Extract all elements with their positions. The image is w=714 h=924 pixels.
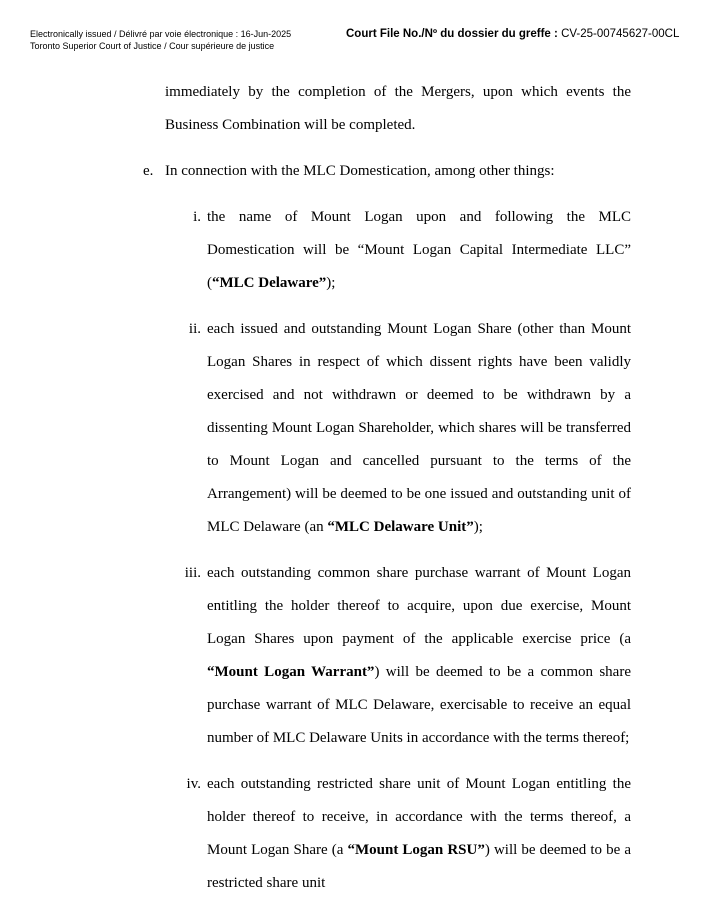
text-run: ); (326, 275, 336, 291)
list-item-e (0, 155, 631, 188)
list-item-text (207, 313, 631, 544)
text-run-bold-defined-term: “Mount Logan RSU” (347, 842, 485, 858)
issued-stamp (30, 29, 291, 52)
text-run: In connection with the MLC Domestication, among other things: (165, 163, 555, 179)
text-run: immediately by the completion of the Mergers, upon which events the Business Combination will be completed. (165, 84, 631, 133)
list-marker: iii. (184, 565, 201, 581)
text-run: ) will be deemed to be a restricted share unit (207, 842, 631, 891)
list-item-text (165, 155, 631, 188)
text-run: each issued and outstanding Mount Logan Share (other than Mount Logan Shares in respect of which dissent rights have been validly exercised and not withdrawn or deemed to be withdrawn by a dissenting Mount Logan Shareholder, which shares will be transferred to Mount Logan and cancelled pursuant to the terms of the Arrangement) will be deemed to be one issued and outstanding unit of MLC Delaware (an (207, 321, 631, 535)
list-item-iv (0, 768, 631, 900)
text-run-bold-defined-term: “MLC Delaware” (212, 275, 327, 291)
court-file-label: Court File No./Nº du dossier du greffe : (346, 28, 558, 40)
court-file-number (346, 27, 679, 41)
document-body (0, 76, 714, 913)
list-marker: iv. (186, 776, 201, 792)
court-file-number-value: CV-25-00745627-00CL (561, 28, 680, 40)
list-item-ii (0, 313, 631, 544)
list-item-text (207, 768, 631, 900)
list-marker: ii. (188, 321, 201, 337)
text-run: the name of Mount Logan upon and following the MLC Domestication will be “Mount Logan Capital Intermediate LLC” ( (207, 209, 631, 291)
text-run: ); (473, 519, 483, 535)
list-item-text (207, 201, 631, 300)
text-run: ) will be deemed to be a common share purchase warrant of MLC Delaware, exercisable to receive an equal number of MLC Delaware Units in accordance with the terms thereof; (207, 664, 631, 746)
text-run-bold-defined-term: “MLC Delaware Unit” (327, 519, 474, 535)
list-item-i (0, 201, 631, 300)
text-run-bold-defined-term: “Mount Logan Warrant” (207, 664, 375, 680)
list-marker: e. (143, 163, 154, 179)
list-item-text (207, 557, 631, 755)
text-run: each outstanding common share purchase warrant of Mount Logan entitling the holder thereof to acquire, upon due exercise, Mount Logan Shares upon payment of the applicable exercise price (a (207, 565, 631, 647)
list-item-iii (0, 557, 631, 755)
text-run: each outstanding restricted share unit of Mount Logan entitling the holder thereof to receive, in accordance with the terms thereof, a Mount Logan Share (a (207, 776, 631, 858)
list-marker: i. (193, 209, 201, 225)
issued-stamp-line2: Toronto Superior Court of Justice / Cour supérieure de justice (30, 40, 275, 51)
paragraph-continuation (165, 76, 631, 142)
issued-stamp-line1: Electronically issued / Délivré par voie électronique : 16-Jun-2025 (30, 29, 292, 39)
